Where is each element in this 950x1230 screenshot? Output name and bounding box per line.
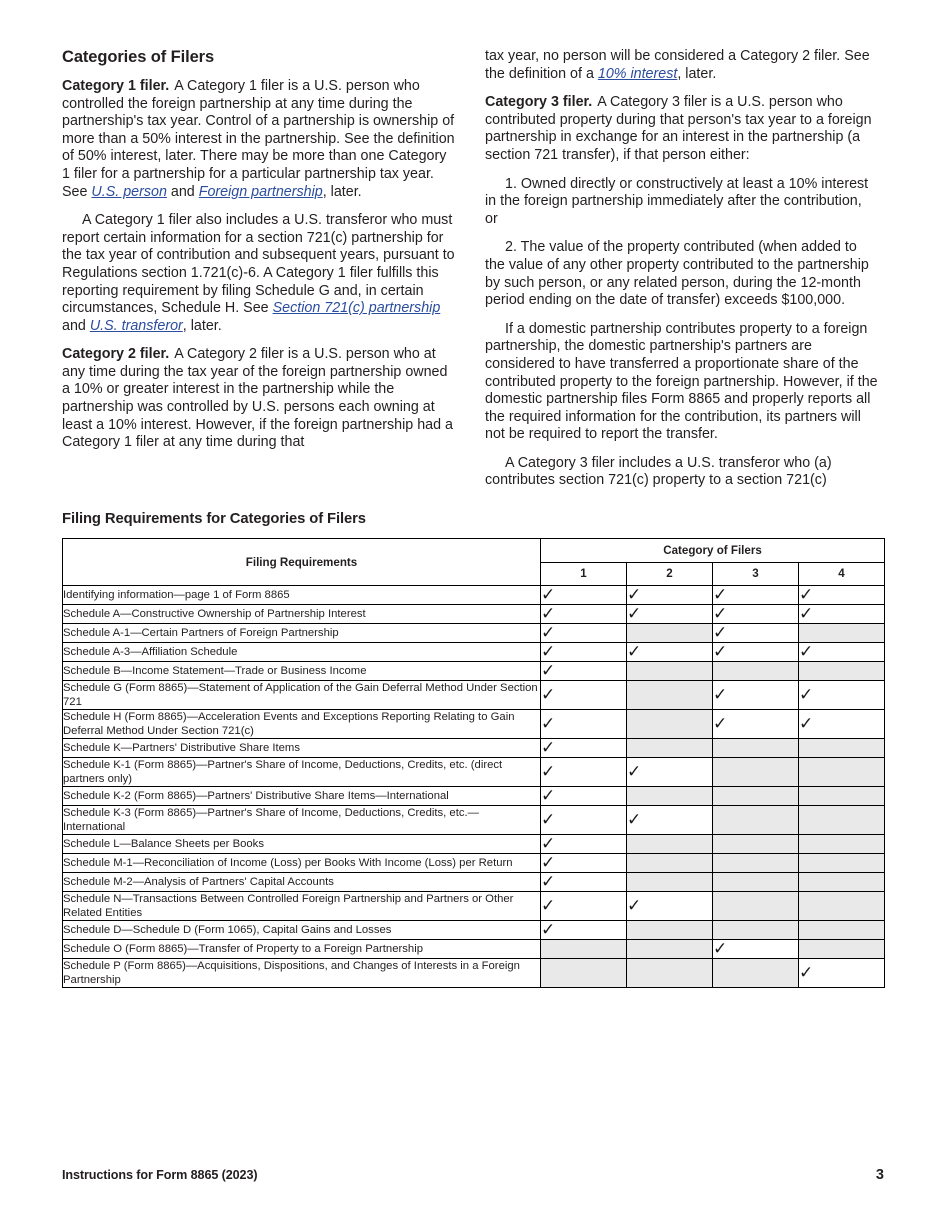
- checkmark-cell-category-1: [541, 624, 627, 643]
- category-3-list-item-1: 1. Owned directly or constructively at least a 10% interest in the foreign partnership immediately after the contribution, or: [485, 175, 869, 227]
- check-icon: ✓: [799, 963, 814, 983]
- filing-requirement-label: Schedule N—Transactions Between Controlled Foreign Partnership and Partners or Other Related Entities: [63, 892, 541, 921]
- empty-cell-category-2: [627, 921, 713, 940]
- filing-requirement-label: Schedule K-1 (Form 8865)—Partner's Share of Income, Deductions, Credits, etc. (direct partners only): [63, 758, 541, 787]
- empty-cell-category-2: [627, 854, 713, 873]
- checkmark-cell-category-3: [713, 586, 799, 605]
- link-section-721c-partnership[interactable]: Section 721(c) partnership: [272, 300, 441, 317]
- checkmark-cell-category-1: [541, 681, 627, 710]
- check-icon: ✓: [541, 661, 556, 681]
- left-column: [62, 48, 455, 463]
- check-icon: ✓: [541, 685, 556, 705]
- column-header-filing-requirements: Filing Requirements: [63, 539, 541, 586]
- filing-requirement-label: Schedule P (Form 8865)—Acquisitions, Dispositions, and Changes of Interests in a Foreign Partnership: [63, 959, 541, 988]
- check-icon: ✓: [541, 872, 556, 892]
- checkmark-cell-category-2: [627, 758, 713, 787]
- check-icon: ✓: [713, 685, 728, 705]
- checkmark-cell-category-3: [713, 681, 799, 710]
- footer-form-title: Instructions for Form 8865 (2023): [62, 1168, 258, 1182]
- empty-cell-category-3: [713, 662, 799, 681]
- page-title: Categories of Filers: [62, 48, 215, 66]
- check-icon: ✓: [541, 810, 556, 830]
- filing-requirement-label: Schedule A-3—Affiliation Schedule: [63, 643, 541, 662]
- empty-cell-category-4: [799, 624, 885, 643]
- filing-requirement-label: Schedule D—Schedule D (Form 1065), Capital Gains and Losses: [63, 921, 541, 940]
- table-row: [63, 959, 885, 988]
- check-icon: ✓: [627, 642, 642, 662]
- empty-cell-category-3: [713, 921, 799, 940]
- checkmark-cell-category-1: [541, 739, 627, 758]
- checkmark-cell-category-4: [799, 586, 885, 605]
- empty-cell-category-2: [627, 681, 713, 710]
- checkmark-cell-category-2: [627, 643, 713, 662]
- filing-requirement-label: Schedule L—Balance Sheets per Books: [63, 835, 541, 854]
- check-icon: ✓: [541, 853, 556, 873]
- link-us-person[interactable]: U.S. person: [91, 183, 167, 200]
- filing-requirement-label: Schedule A-1—Certain Partners of Foreign Partnership: [63, 624, 541, 643]
- column-header-category-1: 1: [541, 562, 627, 586]
- checkmark-cell-category-4: [799, 959, 885, 988]
- empty-cell-category-2: [627, 710, 713, 739]
- table-header-row-group: [63, 539, 885, 563]
- table-body: [63, 586, 885, 988]
- category-1-filer-paragraph: [62, 78, 455, 201]
- empty-cell-category-3: [713, 873, 799, 892]
- right-column: [485, 48, 878, 501]
- filing-requirements-table: [62, 538, 885, 988]
- link-10-percent-interest[interactable]: 10% interest: [597, 65, 678, 82]
- check-icon: ✓: [627, 896, 642, 916]
- table-row: [63, 892, 885, 921]
- category-1-cont-text-b: and: [62, 317, 90, 334]
- checkmark-cell-category-3: [713, 624, 799, 643]
- category-2-text: A Category 2 filer is a U.S. person who at any time during the tax year of the foreign partnership owned a 10% or greater interest in the partnership while the partnership was controlled by U.S. persons each owning at least a 10% interest. However, if the foreign partnership had a Category 1 filer at any time during that: [62, 346, 454, 451]
- filing-requirements-table-wrapper: [62, 538, 884, 988]
- category-3-text: A Category 3 filer is a U.S. person who contributed property during that person's tax year to a foreign partnership in exchange for an interest in the partnership (a section 721 transfer), if that person either:: [485, 94, 872, 163]
- empty-cell-category-2: [627, 959, 713, 988]
- check-icon: ✓: [541, 896, 556, 916]
- category-1-cont-text-c: , later.: [182, 317, 222, 334]
- table-row: [63, 586, 885, 605]
- category-2-cont-text-b: , later.: [677, 65, 717, 82]
- table-row: [63, 758, 885, 787]
- empty-cell-category-2: [627, 662, 713, 681]
- empty-cell-category-4: [799, 921, 885, 940]
- check-icon: ✓: [541, 920, 556, 940]
- empty-cell-category-3: [713, 892, 799, 921]
- check-icon: ✓: [713, 623, 728, 643]
- filing-requirement-label: Schedule O (Form 8865)—Transfer of Property to a Foreign Partnership: [63, 940, 541, 959]
- empty-cell-category-4: [799, 787, 885, 806]
- empty-cell-category-3: [713, 787, 799, 806]
- checkmark-cell-category-2: [627, 605, 713, 624]
- checkmark-cell-category-2: [627, 586, 713, 605]
- column-header-category-4: 4: [799, 562, 885, 586]
- table-row: [63, 921, 885, 940]
- empty-cell-category-4: [799, 662, 885, 681]
- checkmark-cell-category-1: [541, 873, 627, 892]
- empty-cell-category-2: [627, 940, 713, 959]
- column-header-category-2: 2: [627, 562, 713, 586]
- table-row: [63, 605, 885, 624]
- category-2-runin-label: Category 2 filer.: [62, 346, 170, 363]
- empty-cell-category-2: [627, 787, 713, 806]
- link-us-transferor[interactable]: U.S. transferor: [89, 317, 183, 334]
- checkmark-cell-category-4: [799, 605, 885, 624]
- empty-cell-category-4: [799, 940, 885, 959]
- checkmark-cell-category-2: [627, 806, 713, 835]
- filing-requirements-heading: Filing Requirements for Categories of Filers: [62, 511, 366, 527]
- check-icon: ✓: [627, 810, 642, 830]
- table-row: [63, 787, 885, 806]
- filing-requirement-label: Schedule M-2—Analysis of Partners' Capital Accounts: [63, 873, 541, 892]
- empty-cell-category-4: [799, 873, 885, 892]
- category-3-runin-label: Category 3 filer.: [485, 94, 593, 111]
- empty-cell-category-1: [541, 959, 627, 988]
- checkmark-cell-category-1: [541, 787, 627, 806]
- check-icon: ✓: [713, 939, 728, 959]
- category-1-cont-text-a: A Category 1 filer also includes a U.S. transferor who must report certain information for a section 721(c) partnership for the tax year of contribution and subsequent years, pursuant to Regulations section 1.721(c)-6. A Category 1 filer fulfills this reporting requirement by filing Schedule G and, in certain circumstances, Schedule H. See: [62, 212, 455, 317]
- check-icon: ✓: [541, 585, 556, 605]
- checkmark-cell-category-4: [799, 643, 885, 662]
- checkmark-cell-category-1: [541, 710, 627, 739]
- check-icon: ✓: [541, 762, 556, 782]
- link-foreign-partnership[interactable]: Foreign partnership: [198, 183, 323, 200]
- domestic-partnership-paragraph: If a domestic partnership contributes property to a foreign partnership, the domestic partnership's partners are considered to have transferred a proportionate share of the contributed property to the foreign partnership. However, if the domestic partnership files Form 8865 and properly reports all the required information for the contribution, its partners will not be required to report the transfer.: [485, 320, 878, 443]
- table-row: [63, 681, 885, 710]
- checkmark-cell-category-1: [541, 586, 627, 605]
- category-1-runin-label: Category 1 filer.: [62, 77, 170, 94]
- checkmark-cell-category-1: [541, 921, 627, 940]
- check-icon: ✓: [799, 685, 814, 705]
- check-icon: ✓: [541, 623, 556, 643]
- check-icon: ✓: [713, 585, 728, 605]
- empty-cell-category-2: [627, 624, 713, 643]
- checkmark-cell-category-4: [799, 681, 885, 710]
- table-row: [63, 854, 885, 873]
- checkmark-cell-category-3: [713, 940, 799, 959]
- checkmark-cell-category-4: [799, 710, 885, 739]
- empty-cell-category-4: [799, 835, 885, 854]
- table-row: [63, 873, 885, 892]
- filing-requirement-label: Schedule K-3 (Form 8865)—Partner's Share of Income, Deductions, Credits, etc.—International: [63, 806, 541, 835]
- checkmark-cell-category-1: [541, 854, 627, 873]
- category-2-filer-paragraph: [62, 346, 455, 452]
- empty-cell-category-1: [541, 940, 627, 959]
- check-icon: ✓: [627, 604, 642, 624]
- check-icon: ✓: [541, 642, 556, 662]
- footer-page-number: 3: [875, 1167, 884, 1183]
- checkmark-cell-category-1: [541, 892, 627, 921]
- empty-cell-category-2: [627, 835, 713, 854]
- category-1-text-a: A Category 1 filer is a U.S. person who controlled the foreign partnership at any time during the partnership's tax year. Control of a partnership is ownership of more than a 50% interest in the partnership. See the definition of 50% interest, later. There may be more than one Category 1 filer for a partnership for a particular partnership tax year. See: [62, 77, 455, 200]
- filing-requirement-label: Identifying information—page 1 of Form 8865: [63, 586, 541, 605]
- check-icon: ✓: [627, 585, 642, 605]
- column-header-category-of-filers: Category of Filers: [541, 539, 885, 563]
- empty-cell-category-4: [799, 739, 885, 758]
- empty-cell-category-4: [799, 758, 885, 787]
- check-icon: ✓: [541, 834, 556, 854]
- empty-cell-category-3: [713, 739, 799, 758]
- table-row: [63, 624, 885, 643]
- check-icon: ✓: [627, 762, 642, 782]
- checkmark-cell-category-3: [713, 643, 799, 662]
- check-icon: ✓: [713, 714, 728, 734]
- table-row: [63, 739, 885, 758]
- category-2-cont-text-a: tax year, no person will be considered a Category 2 filer. See the definition of a: [485, 48, 870, 82]
- check-icon: ✓: [541, 738, 556, 758]
- prose-columns: [62, 48, 888, 488]
- check-icon: ✓: [799, 585, 814, 605]
- empty-cell-category-3: [713, 959, 799, 988]
- empty-cell-category-2: [627, 873, 713, 892]
- check-icon: ✓: [713, 642, 728, 662]
- checkmark-cell-category-1: [541, 835, 627, 854]
- empty-cell-category-3: [713, 835, 799, 854]
- checkmark-cell-category-1: [541, 758, 627, 787]
- empty-cell-category-3: [713, 806, 799, 835]
- filing-requirement-label: Schedule M-1—Reconciliation of Income (Loss) per Books With Income (Loss) per Return: [63, 854, 541, 873]
- table-header: [63, 539, 885, 586]
- filing-requirement-label: Schedule K-2 (Form 8865)—Partners' Distributive Share Items—International: [63, 787, 541, 806]
- filing-requirement-label: Schedule G (Form 8865)—Statement of Application of the Gain Deferral Method Under Section 721: [63, 681, 541, 710]
- empty-cell-category-3: [713, 854, 799, 873]
- column-header-category-3: 3: [713, 562, 799, 586]
- category-1-text-c: , later.: [322, 183, 362, 200]
- checkmark-cell-category-2: [627, 892, 713, 921]
- filing-requirement-label: Schedule B—Income Statement—Trade or Business Income: [63, 662, 541, 681]
- check-icon: ✓: [799, 604, 814, 624]
- checkmark-cell-category-3: [713, 710, 799, 739]
- category-3-transferor-paragraph: A Category 3 filer includes a U.S. transferor who (a) contributes section 721(c) property to a section 721(c): [485, 454, 832, 489]
- filing-requirement-label: Schedule K—Partners' Distributive Share Items: [63, 739, 541, 758]
- table-row: [63, 835, 885, 854]
- table-row: [63, 662, 885, 681]
- check-icon: ✓: [799, 714, 814, 734]
- checkmark-cell-category-1: [541, 806, 627, 835]
- empty-cell-category-4: [799, 854, 885, 873]
- table-row: [63, 643, 885, 662]
- checkmark-cell-category-1: [541, 605, 627, 624]
- checkmark-cell-category-3: [713, 605, 799, 624]
- check-icon: ✓: [799, 642, 814, 662]
- checkmark-cell-category-1: [541, 662, 627, 681]
- table-row: [63, 806, 885, 835]
- category-1-text-b: and: [166, 183, 199, 200]
- category-2-continued-paragraph: [485, 48, 878, 83]
- check-icon: ✓: [713, 604, 728, 624]
- page-footer: [62, 1168, 884, 1186]
- check-icon: ✓: [541, 604, 556, 624]
- empty-cell-category-3: [713, 758, 799, 787]
- checkmark-cell-category-1: [541, 643, 627, 662]
- table-row: [63, 710, 885, 739]
- empty-cell-category-4: [799, 892, 885, 921]
- check-icon: ✓: [541, 786, 556, 806]
- empty-cell-category-4: [799, 806, 885, 835]
- category-1-continued-paragraph: [62, 212, 455, 335]
- category-3-filer-paragraph: [485, 94, 878, 164]
- filing-requirement-label: Schedule H (Form 8865)—Acceleration Events and Exceptions Reporting Relating to Gain Deferral Method Under Section 721(c): [63, 710, 541, 739]
- category-3-list-item-2: 2. The value of the property contributed (when added to the value of any other property contributed to the partnership by such person, or any related person, during the 12-month period ending on the date of transfer) exceeds $100,000.: [485, 239, 869, 309]
- empty-cell-category-2: [627, 739, 713, 758]
- filing-requirement-label: Schedule A—Constructive Ownership of Partnership Interest: [63, 605, 541, 624]
- check-icon: ✓: [541, 714, 556, 734]
- table-row: [63, 940, 885, 959]
